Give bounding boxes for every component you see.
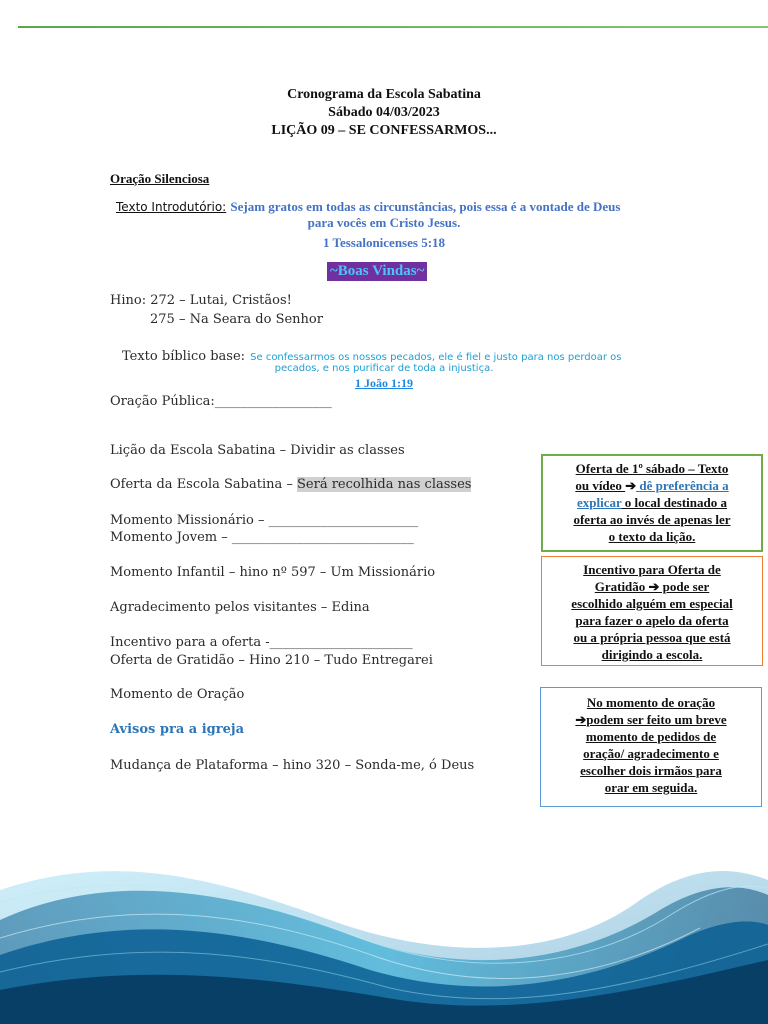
note2-line6: dirigindo a escola. [601,647,703,662]
note3-line1: No momento de oração [586,695,716,710]
document-header [0,86,768,140]
public-prayer-line: Oração Pública:__________________ [110,394,332,409]
note3-line3: momento de pedidos de [585,729,717,744]
arrow-right-icon: ➔ [625,478,637,493]
note2-line3: escolhido alguém em especial [571,596,733,611]
note1-line5: o texto da lição. [608,529,696,544]
offer-incentive-line: Incentivo para a oferta -______________________ [110,635,413,650]
intro-reference: 1 Tessalonicenses 5:18 [322,235,446,250]
note1-line3b: o local destinado a [621,495,727,510]
note2-line1: Incentivo para Oferta de [583,562,721,577]
note2-line2: Gratidão ➔ pode ser [594,579,710,594]
welcome-banner: ~Boas Vindas~ [327,262,427,281]
intro-text-line1: Sejam gratos em todas as circunstâncias, pois essa é a vontade de Deus [230,199,621,214]
intro-text-line2: para vocês em Cristo Jesus. [307,215,461,230]
thanks-visitors-line: Agradecimento pelos visitantes – Edina [110,600,370,615]
base-text-line2: pecados, e nos purificar de toda a injustiça. [274,363,494,374]
children-line: Momento Infantil – hino nº 597 – Um Missionário [110,565,436,580]
lesson-title: LIÇÃO 09 – SE CONFESSARMOS... [271,123,497,138]
prayer-moment-line: Momento de Oração [110,687,245,702]
base-text-label: Texto bíblico base: [122,349,246,364]
note1-line3a: explicar [577,495,622,510]
note2-line5: ou a própria pessoa que está [573,630,731,645]
intro-label: Texto Introdutório: [116,200,227,214]
hymns-line2: 275 – Na Seara do Senhor [150,312,323,327]
note1-line4: oferta ao invés de apenas ler [573,512,731,527]
announcements-heading: Avisos pra a igreja [110,722,244,737]
youth-line: Momento Jovem – ____________________________ [110,530,414,545]
platform-change-line: Mudança de Plataforma – hino 320 – Sonda-me, ó Deus [110,758,475,773]
note2-line4: para fazer o apelo da oferta [575,613,729,628]
base-text-block [122,345,622,364]
base-text-reference-link[interactable]: 1 João 1:19 [355,376,413,390]
offering-highlight: Será recolhida nas classes [297,477,472,492]
note3-line6: orar em seguida. [604,780,698,795]
note3-line4: oração/ agradecimento e [583,746,719,761]
lesson-division-line: Lição da Escola Sabatina – Dividir as classes [110,443,405,458]
note1-line2b: dê preferência a [636,478,729,493]
note3-line5: escolher dois irmãos para [580,763,722,778]
offering-line [110,477,471,492]
note1-line1: Oferta de 1º sábado – Texto [575,461,729,476]
note-box-gratitude-offering [541,556,763,666]
base-text-line1: Se confessarmos os nossos pecados, ele é fiel e justo para nos perdoar os [250,352,622,363]
note1-line2a: ou vídeo [575,478,626,493]
note-box-prayer-moment [540,687,762,807]
hymns-line1: Hino: 272 – Lutai, Cristãos! [110,293,292,308]
note-box-first-sabbath-offering [541,454,763,552]
decorative-wave-footer [0,840,768,1024]
note3-line2: ➔podem ser feito um breve [575,712,727,727]
missionary-line: Momento Missionário – _______________________ [110,513,419,528]
top-divider-line [18,26,768,28]
silent-prayer-heading: Oração Silenciosa [110,171,210,186]
gratitude-offer-line: Oferta de Gratidão – Hino 210 – Tudo Entregarei [110,653,433,668]
intro-text-block [116,198,676,216]
document-date: Sábado 04/03/2023 [328,105,440,120]
offering-label: Oferta da Escola Sabatina – [110,477,293,492]
document-title: Cronograma da Escola Sabatina [287,87,481,102]
